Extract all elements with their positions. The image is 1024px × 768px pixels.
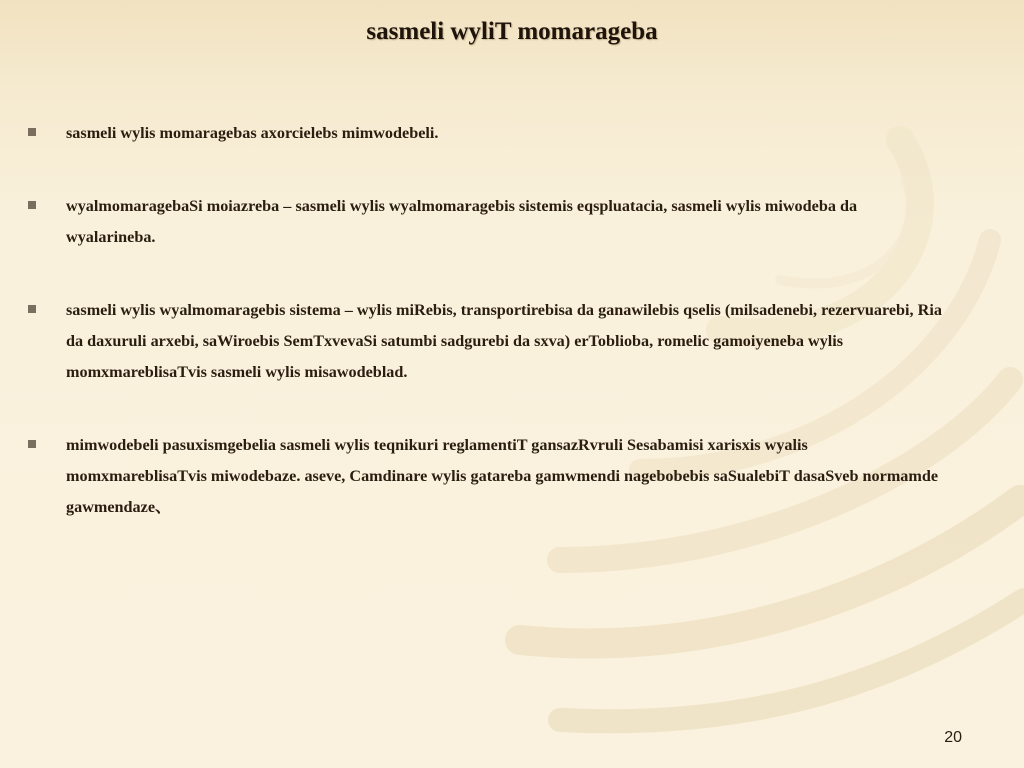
square-bullet-icon xyxy=(28,128,36,136)
bullet-list xyxy=(28,118,948,523)
bullet-text: wyalmomaragebaSi moiazreba – sasmeli wylis wyalmomaragebis sistemis eqspluatacia, sasmeli wylis miwodeba da wyalarineba. xyxy=(66,197,858,246)
bullet-item xyxy=(28,191,948,253)
bullet-text: sasmeli wylis wyalmomaragebis sistema – wylis miRebis, transportirebisa da ganawilebis qselis (milsadenebi, rezervuarebi, Ria da daxuruli arxebi, saWiroebis SemTxvevaSi satumbi sadgurebi da sxva) erToblioba, romelic gamoiyeneba wylis momxmareblisaTvis sasmeli wylis misawodeblad. xyxy=(66,301,942,381)
bullet-item xyxy=(28,430,948,523)
slide-title: sasmeli wyliT momarageba xyxy=(366,18,658,45)
bullet-text: sasmeli wylis momaragebas axorcielebs mimwodebeli. xyxy=(66,124,439,142)
bullet-item xyxy=(28,118,948,149)
square-bullet-icon xyxy=(28,440,36,448)
page-number: 20 xyxy=(944,729,962,746)
square-bullet-icon xyxy=(28,305,36,313)
square-bullet-icon xyxy=(28,201,36,209)
bullet-text: mimwodebeli pasuxismgebelia sasmeli wylis teqnikuri reglamentiT gansazRvruli Sesabamisi xarisxis wyalis momxmareblisaTvis miwodebaze. aseve, Camdinare wylis gatareba gamwmendi nagebobebis saSualebiT dasaSveb normamde gawmendaze、 xyxy=(66,436,939,516)
bullet-item xyxy=(28,295,948,388)
